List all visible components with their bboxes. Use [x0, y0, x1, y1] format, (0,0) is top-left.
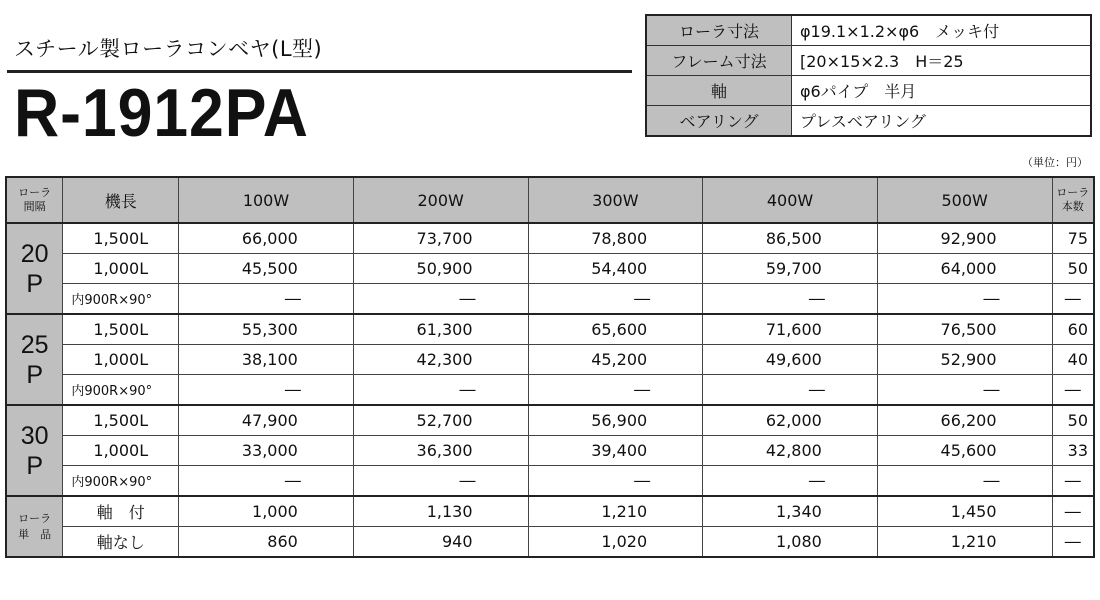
spec-table — [645, 14, 1092, 137]
length-cell: 1,500L — [63, 223, 179, 254]
price-cell: ― — [353, 466, 528, 497]
roller-count-cell: 33 — [1052, 436, 1094, 466]
pitch-group-30p — [6, 405, 63, 496]
price-cell: ― — [877, 284, 1052, 315]
price-cell: ― — [179, 284, 354, 315]
spec-label: ベアリング — [646, 106, 792, 137]
table-row — [6, 466, 1094, 497]
price-cell: 33,000 — [179, 436, 354, 466]
roller-count-cell: ― — [1052, 466, 1094, 497]
pitch-number: 20 — [20, 239, 49, 268]
header-pitch-line2: 間隔 — [23, 200, 46, 213]
table-row — [6, 223, 1094, 254]
price-cell: 1,340 — [703, 496, 878, 527]
price-cell: 1,450 — [877, 496, 1052, 527]
spec-value: φ19.1×1.2×φ6 メッキ付 — [792, 15, 1092, 46]
price-cell: 52,900 — [877, 345, 1052, 375]
price-cell: 1,210 — [528, 496, 703, 527]
length-cell: 1,000L — [63, 345, 179, 375]
price-cell: 66,000 — [179, 223, 354, 254]
price-cell: 36,300 — [353, 436, 528, 466]
header-200w: 200W — [353, 177, 528, 223]
price-cell: 940 — [353, 527, 528, 558]
roller-count-cell: 50 — [1052, 254, 1094, 284]
roller-single-group — [6, 496, 63, 557]
spec-row-frame-size — [646, 46, 1091, 76]
spec-row-roller-size — [646, 15, 1091, 46]
length-cell: 内900R×90° — [63, 466, 179, 497]
length-cell: 1,000L — [63, 436, 179, 466]
price-cell: 54,400 — [528, 254, 703, 284]
price-cell: ― — [877, 466, 1052, 497]
roller-count-cell: ― — [1052, 527, 1094, 558]
price-cell: ― — [877, 375, 1052, 406]
pitch-unit: P — [26, 451, 44, 480]
spec-row-shaft — [646, 76, 1091, 106]
roller-single-line2: 単 品 — [18, 528, 52, 541]
length-cell: 内900R×90° — [63, 375, 179, 406]
price-cell: 73,700 — [353, 223, 528, 254]
table-row — [6, 375, 1094, 406]
price-header-row — [6, 177, 1094, 223]
length-cell: 1,000L — [63, 254, 179, 284]
table-row — [6, 527, 1094, 558]
price-cell: 47,900 — [179, 405, 354, 436]
price-cell: 38,100 — [179, 345, 354, 375]
price-cell: ― — [179, 375, 354, 406]
price-cell: ― — [703, 466, 878, 497]
header-count-line1: ローラ — [1056, 186, 1090, 199]
table-row — [6, 405, 1094, 436]
price-cell: 860 — [179, 527, 354, 558]
length-cell: 1,500L — [63, 314, 179, 345]
price-cell: 50,900 — [353, 254, 528, 284]
price-cell: 42,300 — [353, 345, 528, 375]
spec-value: φ6パイプ 半月 — [792, 76, 1092, 106]
product-subtitle: スチール製ローラコンベヤ(L型) — [14, 37, 323, 61]
roller-count-cell: 60 — [1052, 314, 1094, 345]
header-400w: 400W — [703, 177, 878, 223]
price-cell: 66,200 — [877, 405, 1052, 436]
spec-value: [20×15×2.3 H＝25 — [792, 46, 1092, 76]
price-cell: ― — [528, 284, 703, 315]
price-cell: 71,600 — [703, 314, 878, 345]
pitch-number: 30 — [20, 421, 49, 450]
price-cell: ― — [528, 466, 703, 497]
pitch-unit: P — [26, 269, 44, 298]
header-pitch-line1: ローラ — [18, 186, 52, 199]
price-cell: 55,300 — [179, 314, 354, 345]
price-cell: 86,500 — [703, 223, 878, 254]
table-row — [6, 345, 1094, 375]
table-row — [6, 284, 1094, 315]
header-500w: 500W — [877, 177, 1052, 223]
length-cell: 軸 付 — [63, 496, 179, 527]
price-table — [5, 176, 1095, 558]
header-100w: 100W — [179, 177, 354, 223]
roller-count-cell: ― — [1052, 284, 1094, 315]
price-cell: 92,900 — [877, 223, 1052, 254]
price-cell: ― — [703, 375, 878, 406]
pitch-group-25p — [6, 314, 63, 405]
price-cell: 76,500 — [877, 314, 1052, 345]
price-cell: 56,900 — [528, 405, 703, 436]
table-row — [6, 314, 1094, 345]
roller-count-cell: 50 — [1052, 405, 1094, 436]
header-roller-count — [1052, 177, 1094, 223]
price-cell: 39,400 — [528, 436, 703, 466]
spec-value: プレスベアリング — [792, 106, 1092, 137]
roller-count-cell: 40 — [1052, 345, 1094, 375]
spec-label: ローラ寸法 — [646, 15, 792, 46]
table-row — [6, 496, 1094, 527]
table-row — [6, 436, 1094, 466]
price-cell: 42,800 — [703, 436, 878, 466]
header-300w: 300W — [528, 177, 703, 223]
price-cell: 78,800 — [528, 223, 703, 254]
unit-note: （単位：円） — [1022, 156, 1088, 169]
roller-count-cell: ― — [1052, 375, 1094, 406]
roller-single-line1: ローラ — [18, 512, 52, 525]
price-cell: 62,000 — [703, 405, 878, 436]
price-cell: ― — [703, 284, 878, 315]
spec-row-bearing — [646, 106, 1091, 137]
pitch-unit: P — [26, 360, 44, 389]
length-cell: 内900R×90° — [63, 284, 179, 315]
price-cell: 1,130 — [353, 496, 528, 527]
price-cell: 64,000 — [877, 254, 1052, 284]
price-cell: 61,300 — [353, 314, 528, 345]
price-cell: ― — [528, 375, 703, 406]
header-count-line2: 本数 — [1061, 200, 1084, 213]
price-cell: 59,700 — [703, 254, 878, 284]
price-cell: 45,500 — [179, 254, 354, 284]
model-number: R-1912PA — [14, 75, 309, 151]
price-cell: 1,080 — [703, 527, 878, 558]
roller-count-cell: 75 — [1052, 223, 1094, 254]
table-row — [6, 254, 1094, 284]
price-cell: 52,700 — [353, 405, 528, 436]
price-cell: 1,000 — [179, 496, 354, 527]
pitch-group-20p — [6, 223, 63, 314]
price-cell: 1,020 — [528, 527, 703, 558]
title-divider — [7, 70, 632, 73]
price-cell: 45,200 — [528, 345, 703, 375]
spec-label: 軸 — [646, 76, 792, 106]
pitch-number: 25 — [20, 330, 49, 359]
price-cell: ― — [353, 284, 528, 315]
price-cell: 49,600 — [703, 345, 878, 375]
price-cell: ― — [353, 375, 528, 406]
length-cell: 軸なし — [63, 527, 179, 558]
price-cell: 1,210 — [877, 527, 1052, 558]
header-roller-pitch — [6, 177, 63, 223]
price-cell: 45,600 — [877, 436, 1052, 466]
price-cell: 65,600 — [528, 314, 703, 345]
roller-count-cell: ― — [1052, 496, 1094, 527]
length-cell: 1,500L — [63, 405, 179, 436]
header-length: 機長 — [63, 177, 179, 223]
price-cell: ― — [179, 466, 354, 497]
spec-label: フレーム寸法 — [646, 46, 792, 76]
